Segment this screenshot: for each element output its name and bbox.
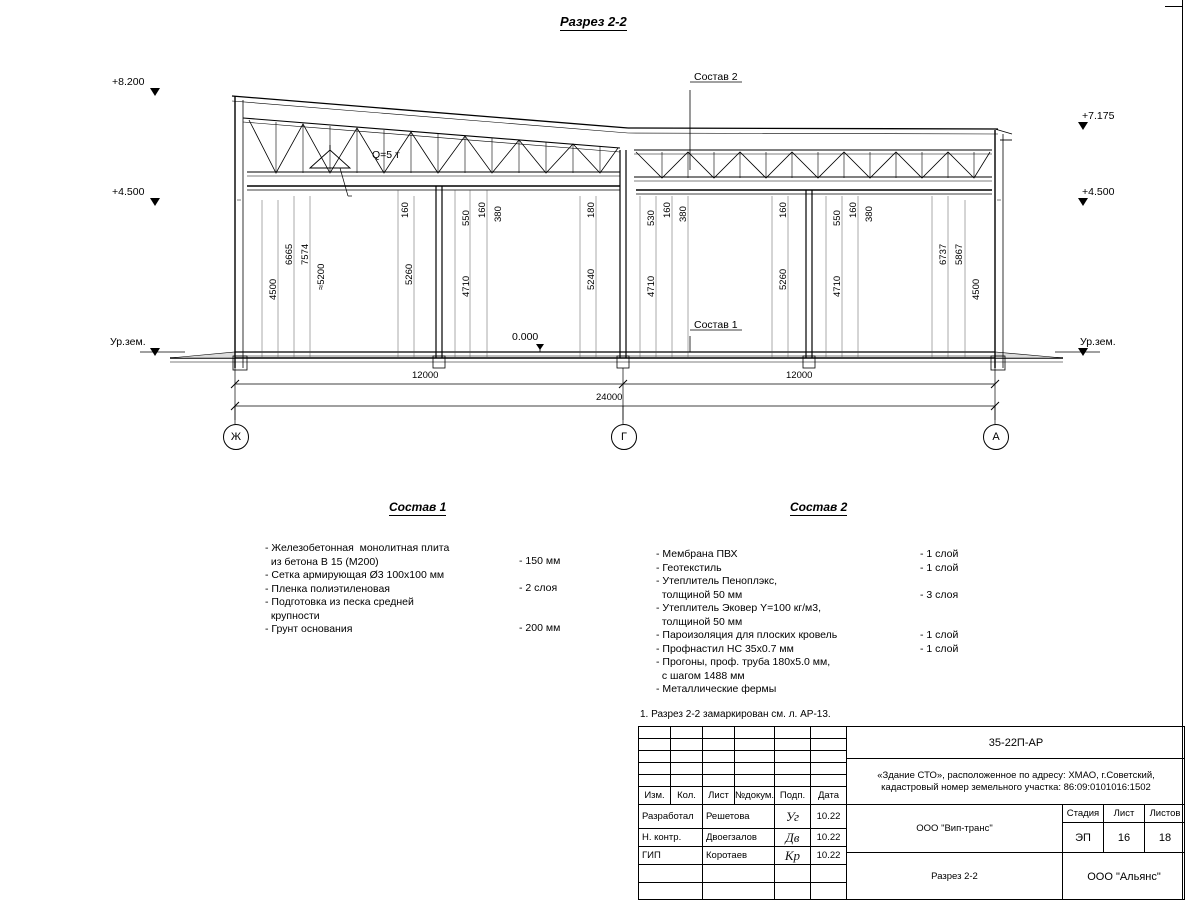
rev-cell — [734, 762, 774, 774]
rev-cell — [638, 726, 670, 738]
stamp-role-developer: Разработал — [638, 804, 702, 828]
rev-cell — [810, 726, 846, 738]
stamp-project-code: 35-22П-АР — [846, 726, 1185, 758]
sostav2-value: - 1 слой — [920, 561, 959, 574]
ground-label-left: Ур.зем. — [110, 336, 146, 348]
stamp-sign-developer — [774, 804, 810, 828]
stamp-sign-gip — [774, 846, 810, 864]
rev-cell — [810, 738, 846, 750]
crane-capacity-label: Q=5 т — [372, 149, 400, 161]
dim-vertical: 4500 — [268, 278, 279, 300]
rev-cell — [702, 726, 734, 738]
title-block — [638, 726, 1185, 900]
rev-cell — [702, 750, 734, 762]
stamp-sign-empty — [774, 864, 810, 882]
stamp-sheet-value: 16 — [1103, 822, 1144, 852]
dim-total: 24000 — [596, 392, 623, 403]
dim-vertical: 550 — [832, 210, 843, 226]
rev-cell — [774, 750, 810, 762]
sostav2-item: - Геотекстиль — [656, 561, 722, 574]
sostav1-title: Состав 1 — [389, 500, 447, 514]
dim-vertical: 180 — [586, 202, 597, 218]
sostav2-value: - 1 слой — [920, 548, 959, 560]
dim-vertical: 4710 — [832, 275, 843, 297]
sostav2-item: - Металлические фермы — [656, 683, 777, 695]
stamp-org: ООО "Вип-транс" — [846, 804, 1062, 852]
rev-cell — [702, 762, 734, 774]
sostav1-item: из бетона В 15 (М200) — [265, 555, 379, 568]
dim-vertical: 5260 — [778, 268, 789, 290]
sostav1-item: - Железобетонная монолитная плита — [265, 542, 450, 554]
dim-vertical: 380 — [493, 206, 504, 222]
stamp-date-empty2 — [810, 882, 846, 900]
dim-vertical: 5260 — [404, 263, 415, 285]
stamp-date-empty — [810, 864, 846, 882]
sostav1-values-3 — [519, 622, 560, 636]
rev-cell — [774, 738, 810, 750]
sostav2-item: толщиной 50 мм — [656, 615, 743, 628]
sostav2-value: - 1 слой — [920, 642, 959, 655]
rev-cell — [670, 774, 702, 786]
sostav1-item: - Грунт основания — [265, 623, 353, 635]
dim-left-span: 12000 — [412, 370, 439, 381]
sostav2-values-c — [920, 629, 958, 656]
sostav2-items — [656, 548, 837, 697]
dim-vertical: 530 — [646, 210, 657, 226]
stamp-role-gip: ГИП — [638, 846, 702, 864]
sostav1-value: - 2 слоя — [519, 582, 558, 594]
stamp-name-ncontrol: Двоегзалов — [702, 828, 774, 846]
rev-cell — [734, 726, 774, 738]
dim-vertical: 160 — [400, 202, 411, 218]
stamp-header-sheets-total: Листов — [1144, 804, 1185, 822]
axis-marker-a — [983, 424, 1009, 450]
axis-label: Ж — [230, 431, 242, 443]
stamp-role-empty — [638, 864, 702, 882]
dim-vertical: 160 — [477, 202, 488, 218]
stamp-header-ndok: №докум. — [734, 786, 774, 804]
dim-right-span: 12000 — [786, 370, 813, 381]
ground-label-right: Ур.зем. — [1080, 336, 1116, 348]
signature-glyph: Дв — [785, 829, 800, 845]
sostav1-value: - 150 мм — [519, 555, 561, 567]
dim-vertical: 380 — [678, 206, 689, 222]
dim-vertical: 380 — [864, 206, 875, 222]
dim-vertical: ≈5200 — [316, 263, 327, 290]
level-top-right: +7.175 — [1082, 110, 1115, 122]
sostav1-values — [519, 555, 560, 569]
sostav2-item: - Профнастил НС 35х0.7 мм — [656, 642, 794, 655]
sostav2-item: - Прогоны, проф. труба 180х5.0 мм, — [656, 656, 831, 668]
stamp-sheets-total-value: 18 — [1144, 822, 1185, 852]
stamp-header-list: Лист — [702, 786, 734, 804]
callout-sostav1: Состав 1 — [694, 319, 738, 331]
rev-cell — [638, 762, 670, 774]
sostav2-item: толщиной 50 мм — [656, 588, 743, 601]
rev-cell — [810, 762, 846, 774]
axis-marker-zh — [223, 424, 249, 450]
sostav1-item: - Подготовка из песка средней — [265, 596, 414, 608]
rev-cell — [702, 738, 734, 750]
stamp-role-ncontrol: Н. контр. — [638, 828, 702, 846]
axis-label: А — [992, 431, 1000, 443]
stamp-header-stadia: Стадия — [1062, 804, 1103, 822]
dim-vertical: 4710 — [646, 275, 657, 297]
sostav2-item: - Пароизоляция для плоских кровель — [656, 629, 838, 641]
stamp-sign-empty2 — [774, 882, 810, 900]
sostav1-item: - Сетка армирующая Ø3 100х100 мм — [265, 569, 445, 581]
note-line: 1. Разрез 2-2 замаркирован см. л. АР-13. — [640, 709, 831, 720]
rev-cell — [810, 774, 846, 786]
sostav2-item: - Утеплитель Эковер Y=100 кг/м3, — [656, 602, 822, 614]
signature-glyph: Уг — [785, 808, 800, 824]
stamp-name-empty2 — [702, 882, 774, 900]
signature-glyph: Кр — [784, 847, 801, 863]
sostav1-values-2 — [519, 582, 557, 596]
stamp-name-gip: Коротаев — [702, 846, 774, 864]
sostav2-value: - 3 слоя — [920, 589, 959, 601]
stamp-stage-value: ЭП — [1062, 822, 1103, 852]
dim-vertical: 4710 — [461, 275, 472, 297]
dim-vertical: 5240 — [586, 268, 597, 290]
rev-cell — [670, 738, 702, 750]
dim-vertical: 4500 — [971, 278, 982, 300]
sostav1-item: - Пленка полиэтиленовая — [265, 582, 390, 595]
stamp-date-developer: 10.22 — [810, 804, 846, 828]
rev-cell — [774, 726, 810, 738]
rev-cell — [734, 738, 774, 750]
stamp-header-podp: Подп. — [774, 786, 810, 804]
stamp-name-empty — [702, 864, 774, 882]
object-line-1: «Здание СТО», расположенное по адресу: ХМАО, г.Советский, — [877, 769, 1155, 781]
dim-vertical: 6665 — [284, 243, 295, 265]
stamp-header-data: Дата — [810, 786, 846, 804]
rev-cell — [670, 762, 702, 774]
rev-cell — [638, 738, 670, 750]
axis-label: Г — [621, 431, 627, 443]
stamp-date-gip: 10.22 — [810, 846, 846, 864]
dim-vertical: 7574 — [300, 243, 311, 265]
rev-cell — [638, 750, 670, 762]
stamp-role-empty2 — [638, 882, 702, 900]
drawing-title: Разрез 2-2 — [560, 14, 627, 29]
dim-vertical: 5867 — [954, 243, 965, 265]
sostav1-value: - 200 мм — [519, 622, 561, 634]
stamp-name-developer: Решетова — [702, 804, 774, 828]
dim-vertical: 550 — [461, 210, 472, 226]
rev-cell — [810, 750, 846, 762]
callout-sostav2: Состав 2 — [694, 71, 738, 83]
stamp-contractor: ООО "Альянс" — [1062, 852, 1185, 900]
dim-vertical: 160 — [778, 202, 789, 218]
sostav1-items — [265, 542, 449, 637]
object-line-2: кадастровый номер земельного участка: 86:09:0101016:1502 — [881, 781, 1151, 793]
axis-marker-g — [611, 424, 637, 450]
sostav2-item: - Утеплитель Пеноплэкс, — [656, 575, 778, 587]
rev-cell — [774, 774, 810, 786]
sostav2-values-b — [920, 589, 958, 603]
rev-cell — [670, 726, 702, 738]
stamp-header-sheet: Лист — [1103, 804, 1144, 822]
sostav1-item: крупности — [265, 609, 320, 622]
sostav2-item: - Мембрана ПВХ — [656, 548, 738, 560]
sostav2-item: с шагом 1488 мм — [656, 669, 745, 682]
rev-cell — [702, 774, 734, 786]
sostav2-title: Состав 2 — [790, 500, 848, 514]
dim-vertical: 6737 — [938, 243, 949, 265]
rev-cell — [734, 750, 774, 762]
stamp-sign-ncontrol — [774, 828, 810, 846]
rev-cell — [638, 774, 670, 786]
level-mid-left: +4.500 — [112, 186, 145, 198]
sostav2-values-a — [920, 548, 958, 575]
level-zero: 0.000 — [512, 331, 539, 343]
rev-cell — [774, 762, 810, 774]
stamp-date-ncontrol: 10.22 — [810, 828, 846, 846]
rev-cell — [670, 750, 702, 762]
dim-vertical: 160 — [848, 202, 859, 218]
level-mid-right: +4.500 — [1082, 186, 1115, 198]
stamp-header-kol: Кол. — [670, 786, 702, 804]
stamp-sheet-title: Разрез 2-2 — [846, 852, 1062, 900]
dim-vertical: 160 — [662, 202, 673, 218]
level-top-left: +8.200 — [112, 76, 145, 88]
stamp-header-izm: Изм. — [638, 786, 670, 804]
sheet-border-top — [1165, 6, 1183, 7]
sostav2-value: - 1 слой — [920, 629, 959, 641]
stamp-object-description — [846, 758, 1185, 804]
rev-cell — [734, 774, 774, 786]
